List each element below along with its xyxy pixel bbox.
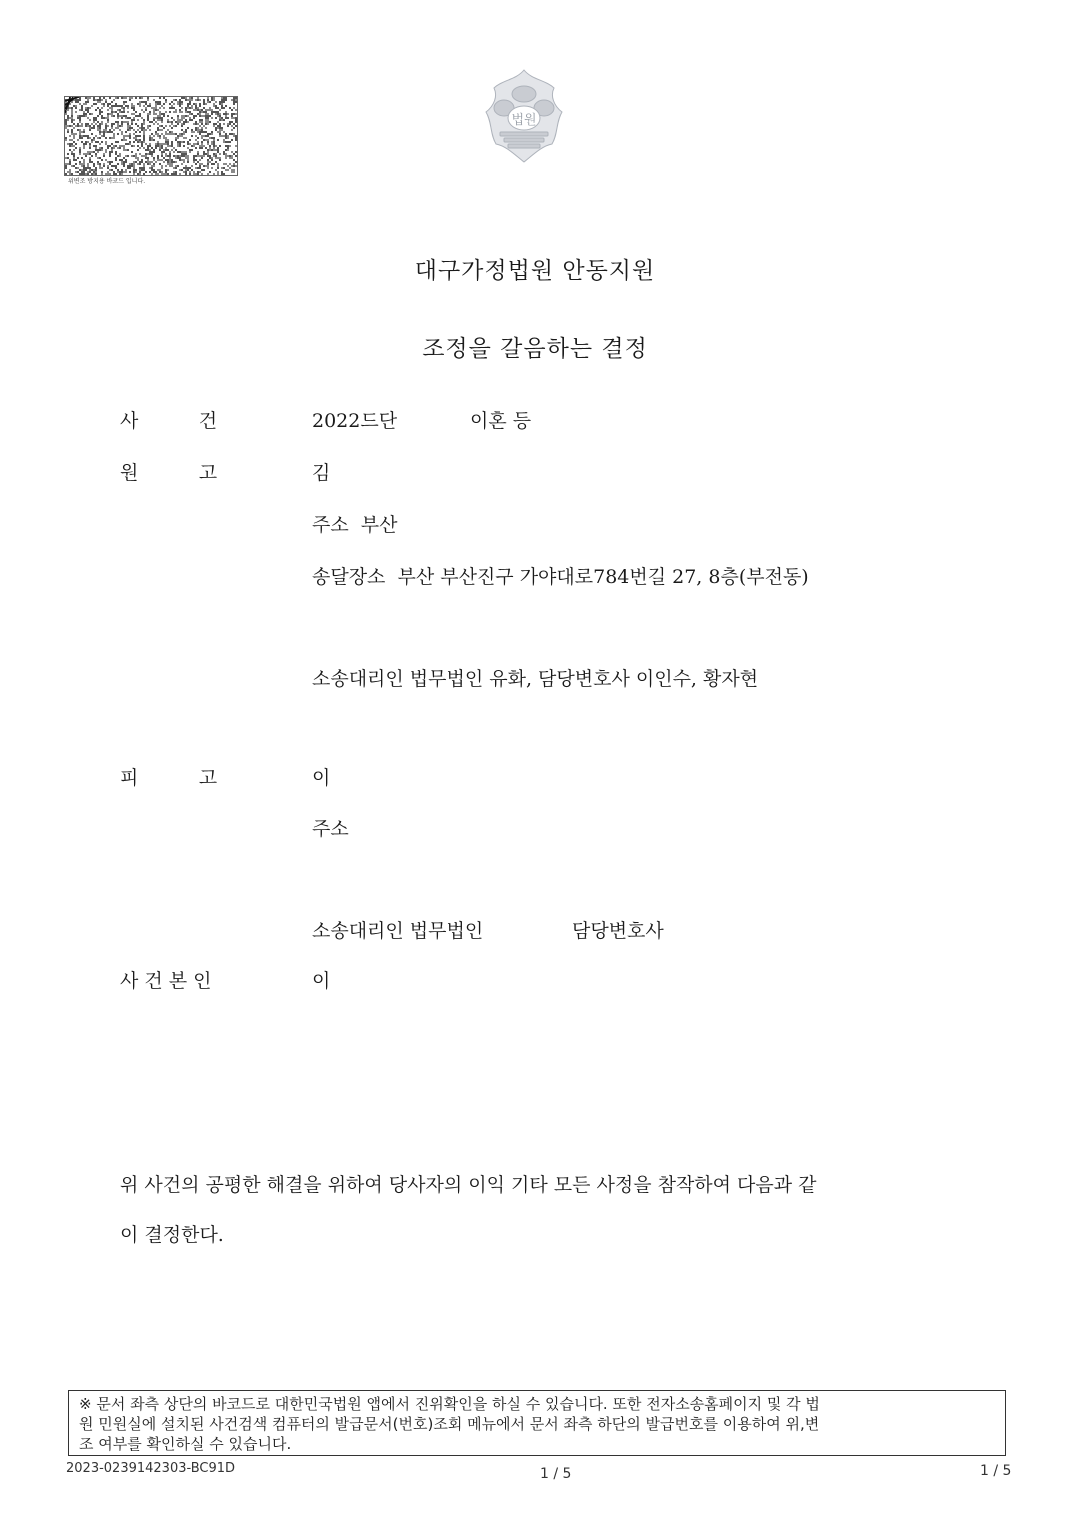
case-type: 이혼 등 [470,410,532,432]
case-number: 2022드단 [312,410,398,432]
court-name: 대구가정법원 안동지원 [414,258,656,284]
issue-number: 2023-0239142303-BC91D [66,1461,236,1476]
principal-label: 사 건 본 인 [120,970,212,992]
barcode-caption: 위변조 방지용 바코드 입니다. [68,178,146,185]
decision-body-line-2: 이 결정한다. [120,1224,224,1246]
defendant-address: 주소 [312,818,349,840]
defendant-label: 피 고 [120,767,218,789]
notice-line-1: ※ 문서 좌측 상단의 바코드로 대한민국법원 앱에서 진위확인을 하실 수 있습니다. 또한 전자소송홈페이지 및 각 법 [79,1395,820,1413]
case-label: 사 건 [120,410,218,432]
plaintiff-counsel: 소송대리인 법무법인 유화, 담당변호사 이인수, 황자현 [312,668,759,690]
notice-line-3: 조 여부를 확인하실 수 있습니다. [79,1435,292,1453]
plaintiff-address: 주소 부산 [312,514,398,536]
page-number-center: 1 / 5 [540,1466,572,1482]
verification-notice [68,1390,1006,1456]
defendant-counsel-firm: 소송대리인 법무법인 [312,920,484,942]
decision-body-line-1: 위 사건의 공평한 해결을 위하여 당사자의 이익 기타 모든 사정을 참작하여 다음과 같 [120,1174,817,1196]
svg-text:법원: 법원 [511,113,537,128]
plaintiff-name: 김 [312,462,331,484]
defendant-counsel-attorney: 담당변호사 [572,920,664,942]
anti-forgery-barcode [64,96,238,176]
plaintiff-service-address: 송달장소 부산 부산진구 가야대로784번길 27, 8층(부전동) [312,566,809,588]
page-number-right: 1 / 5 [980,1463,1012,1479]
court-emblem-icon [476,66,572,166]
plaintiff-label: 원 고 [120,462,218,484]
principal-name: 이 [312,970,331,992]
notice-line-2: 원 민원실에 설치된 사건검색 컴퓨터의 발급문서(번호)조회 메뉴에서 문서 좌측 하단의 발급번호를 이용하여 위,변 [79,1415,820,1433]
defendant-name: 이 [312,767,331,789]
document-title: 조정을 갈음하는 결정 [422,336,648,362]
